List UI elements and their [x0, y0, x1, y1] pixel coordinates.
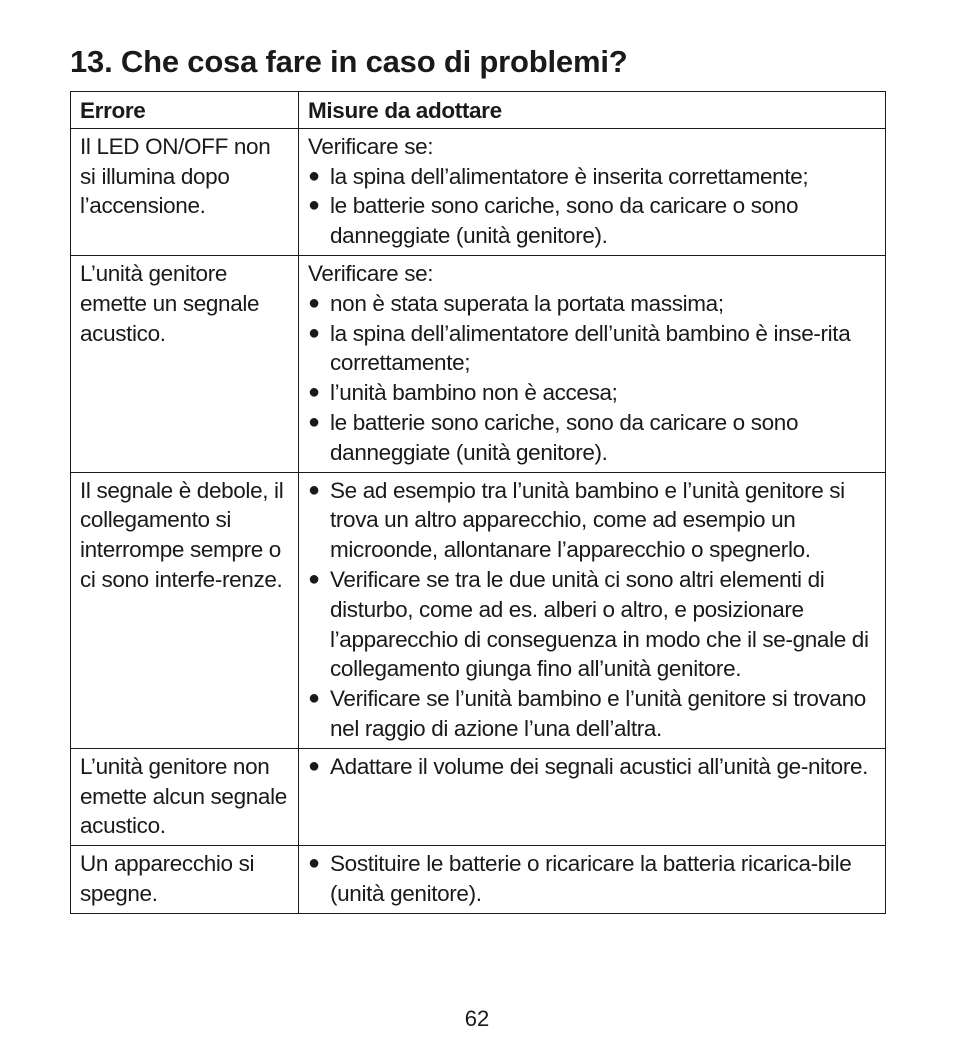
list-item-text: le batterie sono cariche, sono da caricare o sono danneggiate (unità genitore). [330, 409, 799, 465]
list-item [308, 684, 876, 744]
bullet-icon: ● [308, 754, 320, 777]
error-cell: L’unità genitore non emette alcun segnale acustico. [71, 748, 299, 845]
measures-cell [299, 255, 886, 472]
bullet-icon: ● [308, 291, 320, 314]
troubleshooting-table [70, 91, 886, 914]
measures-cell [299, 748, 886, 845]
list-item [308, 162, 876, 192]
bullet-icon: ● [308, 194, 320, 217]
measures-list [308, 289, 876, 468]
list-item [308, 319, 876, 379]
table-row [71, 748, 886, 845]
list-item-text: non è stata superata la portata massima; [330, 290, 724, 316]
bullet-icon: ● [308, 410, 320, 433]
measures-list [308, 476, 876, 744]
list-item-text: Sostituire le batterie o ricaricare la batteria ricarica-bile (unità genitore). [330, 851, 852, 906]
bullet-icon: ● [308, 687, 320, 710]
measures-list [308, 752, 876, 782]
list-item-text: Verificare se l’unità bambino e l’unità genitore si trovano nel raggio di azione l’una dell’altra. [330, 686, 866, 741]
table-row [71, 128, 886, 255]
bullet-icon: ● [308, 164, 320, 187]
list-item [308, 476, 876, 565]
measures-intro: Verificare se: [308, 260, 434, 286]
list-item [308, 565, 876, 684]
measures-intro: Verificare se: [308, 133, 434, 159]
bullet-icon: ● [308, 381, 320, 404]
list-item-text: l’unità bambino non è accesa; [330, 380, 618, 406]
table-row [71, 255, 886, 472]
list-item-text: la spina dell’alimentatore dell’unità bambino è inse-rita correttamente; [330, 320, 851, 376]
measures-list [308, 849, 876, 909]
error-cell: Il LED ON/OFF non si illumina dopo l’accensione. [71, 128, 299, 255]
list-item-text: la spina dell’alimentatore è inserita correttamente; [330, 163, 809, 189]
table-row [71, 472, 886, 748]
page-title: 13. Che cosa fare in caso di problemi? [70, 44, 628, 79]
list-item [308, 378, 876, 408]
bullet-icon: ● [308, 321, 320, 344]
measures-list [308, 162, 876, 251]
list-item [308, 752, 876, 782]
measures-cell [299, 472, 886, 748]
measures-cell [299, 128, 886, 255]
list-item [308, 849, 876, 909]
list-item [308, 408, 876, 468]
list-item [308, 289, 876, 319]
list-item-text: Verificare se tra le due unità ci sono altri elementi di disturbo, come ad es. alberi o altro, e posizionare l’apparecchio di conseguenza in modo che il se-gnale di collegamento giunga fino all’unità genitore. [330, 566, 869, 682]
list-item-text: Se ad esempio tra l’unità bambino e l’unità genitore si trova un altro apparecchio, come ad esempio un microonde, allontanare l’apparecchio o spegnerlo. [330, 477, 845, 563]
error-cell: Un apparecchio si spegne. [71, 846, 299, 914]
bullet-icon: ● [308, 478, 320, 501]
measures-cell [299, 846, 886, 914]
page-number: 62 [464, 1006, 490, 1031]
error-cell: L’unità genitore emette un segnale acustico. [71, 255, 299, 472]
list-item [308, 191, 876, 251]
column-header-measures: Misure da adottare [299, 92, 886, 129]
table-header-row [71, 92, 886, 129]
bullet-icon: ● [308, 567, 320, 590]
column-header-error: Errore [71, 92, 299, 129]
table-row [71, 846, 886, 914]
error-cell: Il segnale è debole, il collegamento si interrompe sempre o ci sono interfe-renze. [71, 472, 299, 748]
list-item-text: Adattare il volume dei segnali acustici all’unità ge-nitore. [330, 753, 869, 779]
bullet-icon: ● [308, 852, 320, 875]
list-item-text: le batterie sono cariche, sono da caricare o sono danneggiate (unità genitore). [330, 193, 799, 249]
